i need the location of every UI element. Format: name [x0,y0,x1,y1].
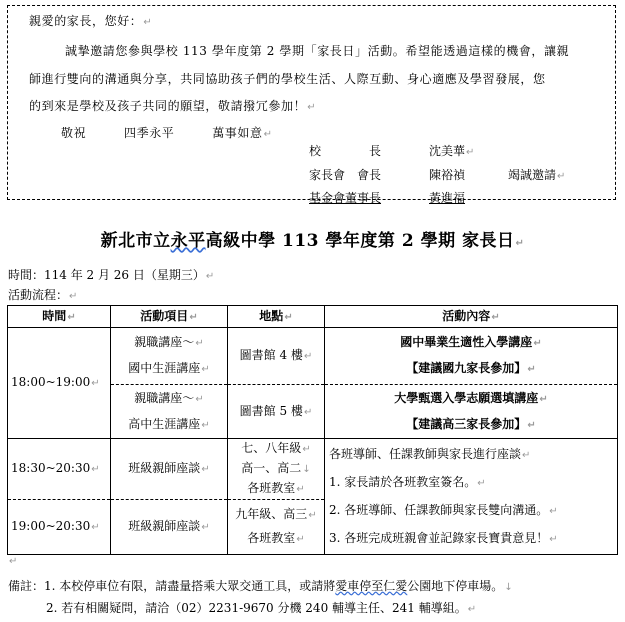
signature-invitation-phrase: 竭誠邀請↵ [508,168,566,182]
signature-pta-role: 家長會 會長 [309,168,382,182]
note-line-1: 備註：1. 本校停車位有限，請盡量搭乘大眾交通工具，或請將愛車停至仁愛公園地下停車場。↓ [8,579,513,593]
letter-paragraph-line-3: 的到來是學校及孩子共同的願望，敬請撥冗參加！↵ [29,99,317,113]
row3-item: 班級親師座談↵ [111,439,228,500]
signature-pta-name: 陳裕禎 [429,168,466,182]
row1-place: 圖書館 4 樓↵ [228,328,325,385]
invitation-letter-box [7,5,616,205]
discussion-content: 各班導師、任課教師與家長進行座談↵ 1. 家長請於各班教室簽名。↵ 2. 各班導師、任課教師與家長雙向溝通。↵ 3. 各班完成班親會並記錄家長寶貴意見！↵ [325,439,618,555]
table-header-row [8,306,618,328]
header-time: 時間↵ [8,306,111,328]
row2-place: 圖書館 5 樓↵ [228,385,325,439]
letter-greeting: 親愛的家長，您好：↵ [29,14,153,28]
row1-item: 親職講座～↵ 國中生涯講座↵ [111,328,228,385]
session1-time: 18:00~19:00↵ [8,328,111,439]
empty-paragraph-mark: ↵ [9,556,18,567]
schedule-label: 活動流程：↵ [8,288,78,302]
row3-time: 18:30~20:30↵ [8,439,111,500]
table-row [8,328,618,385]
signature-foundation-name: 黃進福 [429,191,466,205]
schedule-table [7,305,618,555]
header-content: 活動內容↵ [325,306,618,328]
letter-paragraph-line-2: 師進行雙向的溝通與分享，共同協助孩子們的學校生活、人際互動、身心適應及學習發展，您 [29,72,546,86]
signature-foundation-role: 基金會董事長 [309,191,382,205]
letter-blessing: 敬祝 四季永平 萬事如意↵ [61,126,273,140]
letter-paragraph-line-1: 誠摯邀請您參與學校 113 學年度第 2 學期「家長日」活動。希望能透過這樣的機會，讓親 [65,44,570,58]
row3-place: 七、八年級↵ 高一、高二↓ 各班教室↵ [228,439,325,500]
row2-content: 大學甄選入學志願選填講座↵ 【建議高三家長參加】↵ [325,385,618,439]
row2-item: 親職講座～↵ 高中生涯講座↵ [111,385,228,439]
header-place: 地點↵ [228,306,325,328]
table-row [8,439,618,500]
signature-principal-role: 校 長 [309,144,382,158]
header-item: 活動項目↵ [111,306,228,328]
page-title: 新北市立永平高級中學 113 學年度第 2 學期 家長日↵ [100,231,525,251]
row4-place: 九年級、高三↵ 各班教室↵ [228,500,325,555]
row1-content: 國中畢業生適性入學講座↵ 【建議國九家長參加】↵ [325,328,618,385]
signature-principal-name: 沈美華↵ [429,144,475,158]
note-line-2: 2. 若有相關疑問，請洽（02）2231-9670 分機 240 輔導主任、241 輔導組。↵ [46,601,477,615]
event-date-line: 時間：114 年 2 月 26 日（星期三）↵ [8,268,215,282]
row4-time: 19:00~20:30↵ [8,500,111,555]
row4-item: 班級親師座談↵ [111,500,228,555]
